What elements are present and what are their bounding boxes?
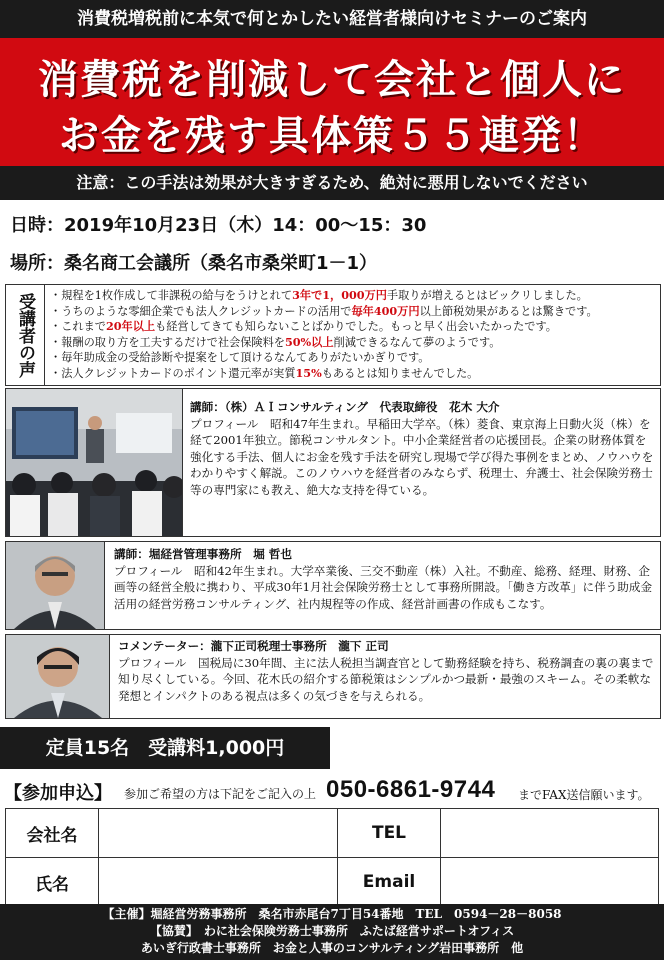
fax-number: 050-6861-9744 [326,776,496,803]
speaker-3-text [118,638,656,704]
speaker-3-photo [6,635,110,718]
attendee-voices [5,284,661,386]
apply-suffix: までFAX送信願います。 [518,788,650,802]
speaker-2-title: 講師：堀経営管理事務所 堀 哲也 [114,547,292,561]
email-label: Email [338,858,441,907]
place-label: 場所： [10,253,64,274]
application-form [5,808,659,907]
name-field[interactable] [99,858,338,907]
speaker-hanaki [5,388,661,537]
company-label: 会社名 [6,809,99,858]
email-field[interactable] [441,858,659,907]
speaker-3-profile: プロフィール 国税局に30年間、主に法人税担当調査官として勤務経験を持ち、税務調査の裏の裏まで知り尽くしている。今回、花木氏の紹介する節税策はシンプルかつ最新・最強のスキーム。その柔軟な発想とインパクトのある視点は多くの気づきを与えられる。 [118,655,654,703]
company-field[interactable] [99,809,338,858]
place-value: 桑名商工会議所（桑名市桑栄町1－1） [64,253,378,274]
date-label: 日時： [10,215,64,236]
seminar-photo [6,389,183,536]
speaker-2-text [114,546,654,612]
speaker-2-photo [6,542,105,629]
speaker-3-title: コメンテーター：瀧下正司税理士事務所 瀧下 正司 [118,639,389,653]
list-item: ・これまで20年以上も経営してきても知らないことばかりでした。もっと早く出会いたかったです。 [50,319,557,333]
footer-sponsors-2: あいぎ行政書士事務所 お金と人事のコンサルティング岩田事務所 他 [140,941,524,955]
apply-row [0,775,664,807]
speaker-1-profile: プロフィール 昭和47年生まれ。早稲田大学卒。（株）菱食、東京海上日動火災（株）を経て2001年独立。節税コンサルタント。中小企業経営者の応援団長。企業の財務体質を強化する手法、個人にお金を残す手法を研究し現場で学び得た事例をまとめ、ノウハウをわかりやすく解説。このノウハウを経営者のみならず、税理士、弁護士、社会保険労務士等の専門家にも教え、絶大な支持を得ている。 [190,416,654,497]
apply-title: 【参加申込】 [4,783,112,804]
speaker-takishita [5,634,661,719]
date-value: 2019年10月23日（木）14：00～15：30 [64,215,427,236]
warning-banner: 注意：この手法は効果が大きすぎるため、絶対に悪用しないでください [0,166,664,200]
speaker-hori [5,541,661,630]
name-label: 氏名 [6,858,99,907]
list-item: ・うちのような零細企業でも法人クレジットカードの活用で毎年400万円以上節税効果があるとは驚きです。 [50,303,598,318]
footer [0,904,664,960]
speaker-2-profile: プロフィール 昭和42年生まれ。大学卒業後、三交不動産（株）入社。不動産、総務、経理、財務、企画等の経営全般に携わり、平成30年1月社会保険労務士として事務所開設。「働き方改革」に伴う助成金活用の経営労務コンサルティング、社内規程等の作成、経営計画書の作成もこなす。 [114,563,653,611]
footer-sponsors: 【協賛】 わに社会保険労務士事務所 ふたば経営サポートオフィス [149,924,515,938]
date-row [10,211,426,237]
voices-list [50,288,655,381]
speaker-1-title: 講師：（株）ＡＩコンサルティング 代表取締役 花木 大介 [190,400,500,414]
list-item: ・法人クレジットカードのポイント還元率が実質15%もあるとは知りませんでした。 [50,365,479,380]
footer-organizer: 【主催】堀経営労務事務所 桑名市赤尾台7丁目54番地 TEL 0594－28－8058 [102,907,562,921]
capacity-fee-banner: 定員15名 受講料1,000円 [0,727,330,769]
speaker-1-text [190,399,655,498]
apply-note: 参加ご希望の方は下記をご記入の上 [124,787,317,801]
list-item: ・規程を1枚作成して非課税の給与をうけとれて3年で1，000万円手取りが増えるとはビックリしました。 [50,288,588,302]
voices-label: 受講者の声 [6,285,45,385]
top-banner: 消費税増税前に本気で何とかしたい経営者様向けセミナーのご案内 [0,0,664,38]
tel-field[interactable] [441,809,659,858]
hero-line-2: お金を残す具体策５５連発！ [59,113,605,159]
hero-headline [0,38,664,166]
place-row [10,249,377,275]
hero-line-1: 消費税を削減して会社と個人に [38,57,626,103]
tel-label: TEL [338,809,441,858]
list-item: ・毎年助成金の受給診断や提案をして頂けるなんてありがたいかぎりです。 [50,351,430,364]
list-item: ・報酬の取り方を工夫するだけで社会保険料を50%以上削減できるなんて夢のようです。 [50,334,501,349]
